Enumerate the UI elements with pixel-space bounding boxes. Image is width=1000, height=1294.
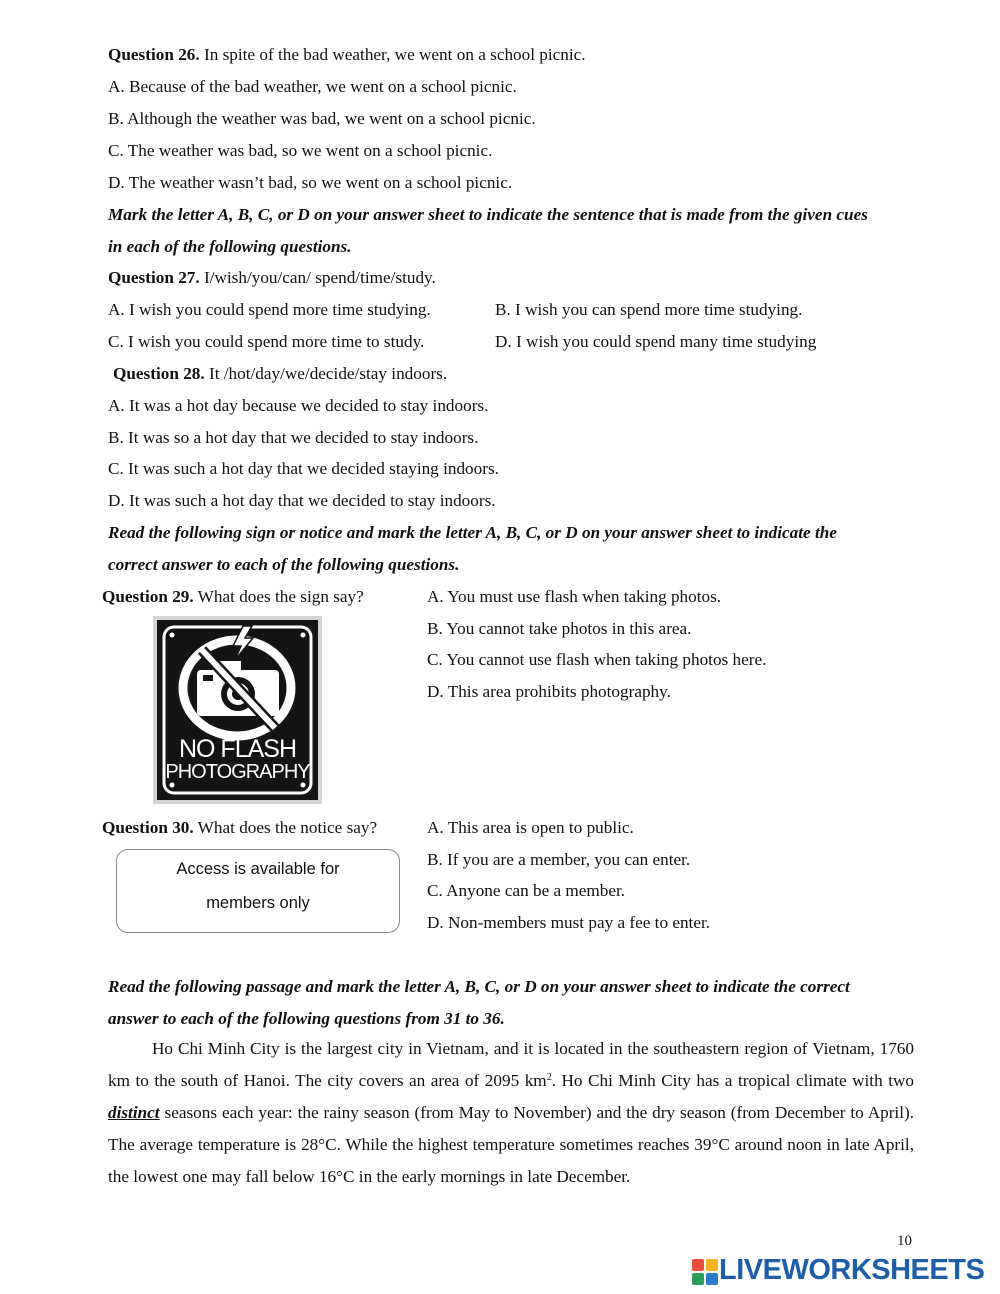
question-30 — [102, 817, 377, 839]
option-d: D. It was such a hot day that we decided to stay indoors. — [108, 491, 496, 510]
option-d: D. I wish you could spend many time studying — [495, 332, 817, 351]
option-b: B. If you are a member, you can enter. — [427, 850, 691, 869]
members-notice — [116, 849, 400, 933]
option-a: A. Because of the bad weather, we went on a school picnic. — [108, 77, 517, 96]
option-b: B. You cannot take photos in this area. — [427, 619, 692, 638]
question-prompt: What does the notice say? — [193, 818, 378, 837]
question-label: Question 30. — [102, 818, 194, 837]
option-a: A. It was a hot day because we decided to stay indoors. — [108, 396, 489, 415]
notice-line2: members only — [206, 894, 310, 912]
option-c: C. I wish you could spend more time to study. — [108, 332, 425, 351]
option-b: B. I wish you can spend more time studying. — [495, 300, 803, 319]
no-flash-sign — [153, 616, 322, 804]
sign-text-line2: PHOTOGRAPHY — [165, 761, 310, 783]
liveworksheets-logo — [692, 1255, 990, 1287]
logo-blocks-icon — [692, 1259, 718, 1285]
reading-passage — [108, 1033, 914, 1193]
question-prompt: What does the sign say? — [193, 587, 364, 606]
highlighted-word: distinct — [108, 1103, 160, 1122]
page-number: 10 — [897, 1233, 912, 1249]
option-d: D. The weather wasn’t bad, so we went on a school picnic. — [108, 173, 513, 192]
instruction-line: Read the following passage and mark the letter A, B, C, or D on your answer sheet to indicate the correct — [108, 977, 850, 996]
instruction-line: in each of the following questions. — [108, 237, 352, 256]
question-26 — [108, 44, 586, 66]
logo-text: LIVEWORKSHEETS — [719, 1254, 985, 1286]
option-c: C. It was such a hot day that we decided staying indoors. — [108, 459, 499, 478]
passage-text: . Ho Chi Minh City has a tropical climate with two — [551, 1071, 914, 1090]
option-b: B. Although the weather was bad, we went on a school picnic. — [108, 109, 536, 128]
question-prompt: It /hot/day/we/decide/stay indoors. — [204, 364, 448, 383]
sign-text-line1: NO FLASH — [178, 735, 297, 763]
instruction-line: correct answer to each of the following questions. — [108, 555, 460, 574]
question-label: Question 29. — [102, 587, 194, 606]
instruction-line: answer to each of the following questions from 31 to 36. — [108, 1009, 505, 1028]
question-prompt: In spite of the bad weather, we went on a school picnic. — [199, 45, 586, 64]
option-a: A. This area is open to public. — [427, 818, 634, 837]
question-28 — [113, 363, 447, 385]
question-label: Question 28. — [113, 364, 205, 383]
superscript: 2 — [546, 1072, 552, 1083]
option-b: B. It was so a hot day that we decided to stay indoors. — [108, 428, 479, 447]
question-27 — [108, 267, 436, 289]
option-c: C. The weather was bad, so we went on a school picnic. — [108, 141, 493, 160]
option-a: A. I wish you could spend more time studying. — [108, 300, 431, 319]
instruction-line: Mark the letter A, B, C, or D on your answer sheet to indicate the sentence that is made from the given cues — [108, 205, 868, 224]
option-c: C. You cannot use flash when taking photos here. — [427, 650, 767, 669]
passage-text: seasons each year: the rainy season (from May to November) and the dry season (from December to April). The average temperature is 28°C. While the highest temperature sometimes reaches 39°C around noon in late April, the lowest one may fall below 16°C in the early mornings in late December. — [108, 1103, 914, 1186]
passage-text: Ho Chi Minh City is the largest city in Vietnam, and it is located in the southeastern region of Vietnam, 1760 km to the south of Hanoi. The city covers an area of 2095 km — [108, 1039, 914, 1090]
notice-line1: Access is available for — [176, 860, 340, 878]
question-29 — [102, 586, 364, 608]
instruction-line: Read the following sign or notice and mark the letter A, B, C, or D on your answer sheet to indicate the — [108, 523, 837, 542]
question-label: Question 27. — [108, 268, 200, 287]
question-label: Question 26. — [108, 45, 200, 64]
question-prompt: I/wish/you/can/ spend/time/study. — [199, 268, 436, 287]
option-c: C. Anyone can be a member. — [427, 881, 626, 900]
option-a: A. You must use flash when taking photos. — [427, 587, 722, 606]
option-d: D. This area prohibits photography. — [427, 682, 671, 701]
option-d: D. Non-members must pay a fee to enter. — [427, 913, 711, 932]
